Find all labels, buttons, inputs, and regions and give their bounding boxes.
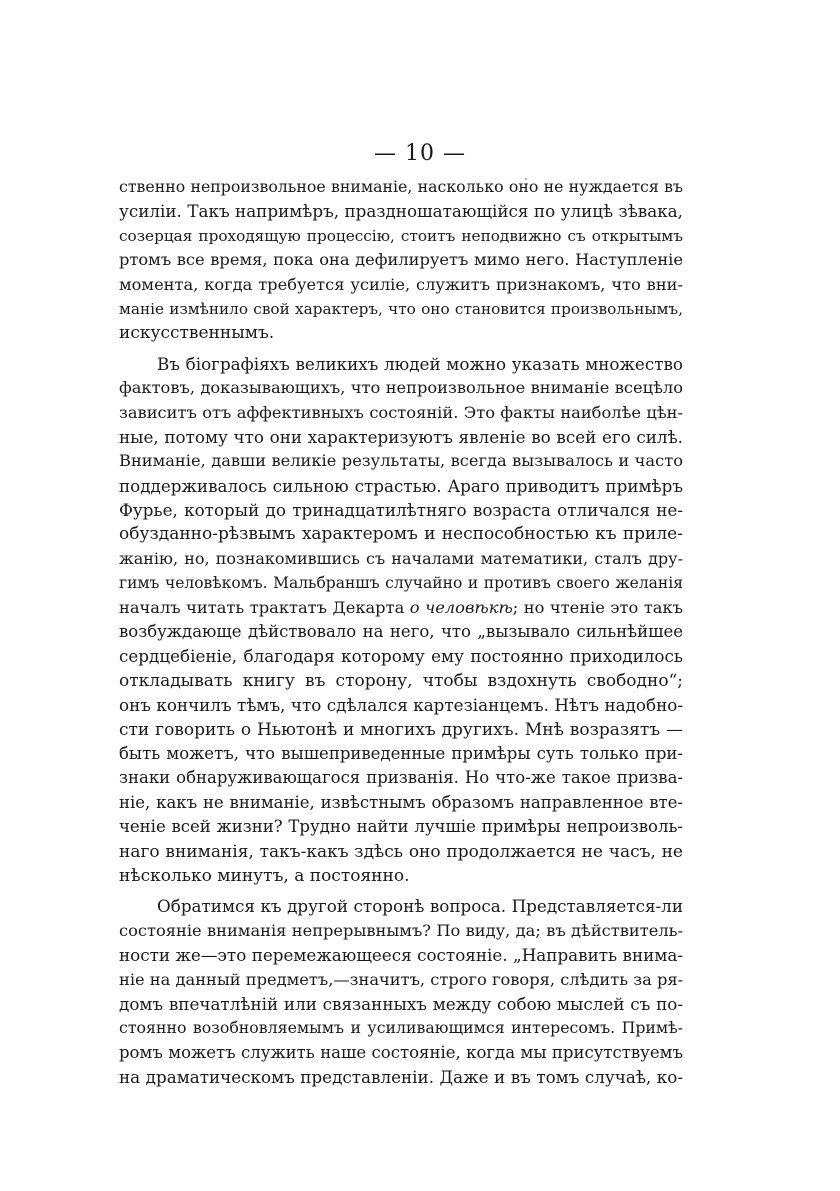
text-line: возбуждающе дѣйствовало на него, что „вызывало сильнѣйшее <box>119 622 683 642</box>
text-line: Фурье, который до тринадцатилѣтняго возраста отличался не- <box>119 500 683 521</box>
text-line: созерцая проходящую процессію, стоитъ неподвижно съ открытымъ <box>119 226 683 245</box>
page-number: — 10 — <box>374 141 466 166</box>
text-line: стоянно возобновляемымъ и усиливающимся интересомъ. Примѣ- <box>119 1018 683 1038</box>
text-line: Обратимся къ другой сторонѣ вопроса. Представляется-ли <box>157 896 683 917</box>
text-line: поддерживалось сильною страстью. Араго приводитъ примѣръ <box>119 475 683 496</box>
text-line: ности же—это перемежающееся состояніе. „Направить внима- <box>119 945 683 966</box>
text-line: усиліи. Такъ напримѣръ, праздношатающійся по улицѣ зѣвака, <box>119 201 683 222</box>
text-line: Вниманіе, давши великіе результаты, всегда вызывалось и часто <box>119 451 683 471</box>
paragraph-3 <box>119 894 683 1089</box>
text-line: ченіе всей жизни? Трудно найти лучшіе примѣры непроизволь- <box>119 817 683 837</box>
text-line: быть можетъ, что вышеприведенные примѣры суть только при- <box>119 743 683 763</box>
text-line: обузданно-рѣзвымъ характеромъ и неспособностью къ приле- <box>119 524 683 545</box>
text-line: сти говорить о Ньютонѣ и многихъ другихъ. Мнѣ возразятъ — <box>119 719 683 740</box>
text-line: фактовъ, доказывающихъ, что непроизвольное вниманіе всецѣло <box>119 378 683 398</box>
text-line: ніе на данный предметъ,—значитъ, строго говоря, слѣдить за ря- <box>119 969 684 989</box>
text-line: ные, потому что они характеризуютъ явленіе во всей его силѣ. <box>119 426 683 447</box>
text-line: откладывать книгу въ сторону, чтобы вздохнуть свободно“; <box>119 670 683 691</box>
text-line: началъ читать трактатъ Декарта о человѣкѣ; но чтеніе это такъ <box>119 597 683 617</box>
text-line: состояніе вниманія непрерывнымъ? По виду, да; въ дѣйствитель- <box>119 920 683 940</box>
text-line: гимъ человѣкомъ. Мальбраншъ случайно и противъ своего желанія <box>119 574 683 593</box>
text-line: жанію, но, познакомившись съ началами математики, сталъ дру- <box>119 548 683 568</box>
text-line: наго вниманія, такъ-какъ здѣсь оно продолжается не часъ, не <box>119 841 683 862</box>
paragraph-2 <box>119 352 683 889</box>
book-title-italic: о человѣкѣ <box>409 597 513 617</box>
body-text <box>119 175 683 1089</box>
text-line: онъ кончилъ тѣмъ, что сдѣлался картезіанцемъ. Нѣтъ надобно- <box>119 695 683 716</box>
text-line: маніе измѣнило свой характеръ, что оно становится произвольнымъ, <box>119 299 683 318</box>
text-line: зависитъ отъ аффективныхъ состояній. Это факты наиболѣе цѣн- <box>119 402 683 422</box>
text-line: нѣсколько минутъ, а постоянно. <box>119 865 410 886</box>
text-line: ртомъ все время, пока она дефилируетъ мимо него. Наступленіе <box>119 250 683 270</box>
text-line: сердцебіеніе, благодаря которому ему постоянно приходилось <box>119 646 683 667</box>
text-line: на драматическомъ представленіи. Даже и въ томъ случаѣ, ко- <box>119 1067 683 1088</box>
text-line: ніе, какъ не вниманіе, извѣстнымъ образомъ направленное вте- <box>119 792 683 812</box>
text-line: искусственнымъ. <box>119 323 275 344</box>
paragraph-1 <box>119 175 683 346</box>
text-line: знаки обнаруживающагося призванія. Но что-же такое призва- <box>119 768 683 788</box>
text-line: ственно непроизвольное вниманіе, насколько оно не нуждается въ <box>119 177 683 196</box>
text-line: Въ біографіяхъ великихъ людей можно указать множество <box>157 353 683 374</box>
text-line: ромъ можетъ служить наше состояніе, когда мы присутствуемъ <box>119 1042 683 1062</box>
text-line: домъ впечатлѣній или связанныхъ между собою мыслей съ по- <box>119 993 683 1014</box>
text-line: момента, когда требуется усиліе, служитъ признакомъ, что вни- <box>119 274 683 294</box>
